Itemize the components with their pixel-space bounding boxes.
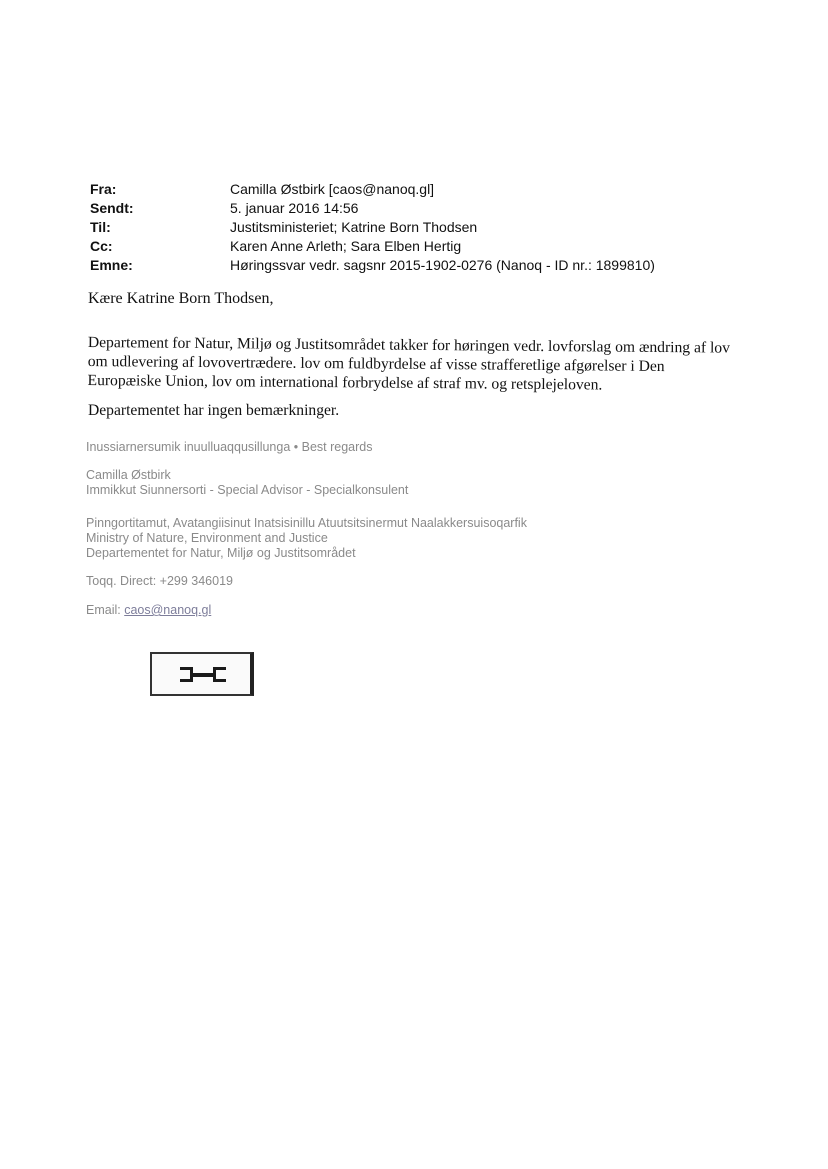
logo-mark — [178, 664, 228, 686]
sent-row — [90, 199, 730, 218]
signature-name-block — [86, 468, 408, 498]
subject-row — [90, 256, 730, 275]
body-line: Europæiske Union, lov om international forbrydelse af straf mv. og retsplejeloven. — [87, 371, 603, 394]
org-name-danish: Departementet for Natur, Miljø og Justitsområdet — [86, 546, 356, 560]
signature-phone: Toqq. Direct: +299 346019 — [86, 574, 233, 588]
body-paragraph — [88, 333, 738, 396]
cc-value: Karen Anne Arleth; Sara Elben Hertig — [230, 238, 462, 254]
email-header — [90, 180, 730, 275]
org-name-greenlandic: Pinngortitamut, Avatangiisinut Inatsisinillu Atuutsitsinermut Naalakkersuisoqarfik — [86, 516, 527, 530]
subject-value: Høringssvar vedr. sagsnr 2015-1902-0276 (Nanoq - ID nr.: 1899810) — [230, 257, 655, 273]
sent-value: 5. januar 2016 14:56 — [230, 200, 359, 216]
from-row — [90, 180, 730, 199]
body-line: om udlevering af lovovertrædere. lov om fuldbyrdelse af visse strafferetlige afgørelser i Den — [87, 352, 665, 376]
signature-email — [86, 603, 211, 618]
signature-organization — [86, 516, 527, 561]
org-name-english: Ministry of Nature, Environment and Justice — [86, 531, 328, 545]
salutation: Kære Katrine Born Thodsen, — [88, 290, 274, 307]
to-row — [90, 218, 730, 237]
signature-title: Immikkut Siunnersorti - Special Advisor - Specialkonsulent — [86, 483, 409, 497]
signature-name: Camilla Østbirk — [86, 468, 171, 482]
email-label: Email: — [86, 603, 125, 617]
signature-regards: Inussiarnersumik inuulluaqqusillunga • Best regards — [86, 440, 373, 454]
cc-label: Cc: — [90, 238, 113, 254]
nanoq-logo-icon — [150, 652, 254, 696]
to-value: Justitsministeriet; Katrine Born Thodsen — [230, 219, 478, 235]
cc-row — [90, 237, 730, 256]
from-value: Camilla Østbirk [caos@nanoq.gl] — [230, 181, 435, 197]
sent-label: Sendt: — [90, 200, 134, 216]
from-label: Fra: — [90, 181, 117, 197]
subject-label: Emne: — [90, 257, 133, 273]
to-label: Til: — [90, 219, 111, 235]
body-line: Departement for Natur, Miljø og Justitsområdet takker for høringen vedr. lovforslag om ændring af lov — [87, 333, 731, 357]
email-link[interactable]: caos@nanoq.gl — [124, 603, 212, 617]
closing-remark: Departementet har ingen bemærkninger. — [88, 402, 340, 419]
